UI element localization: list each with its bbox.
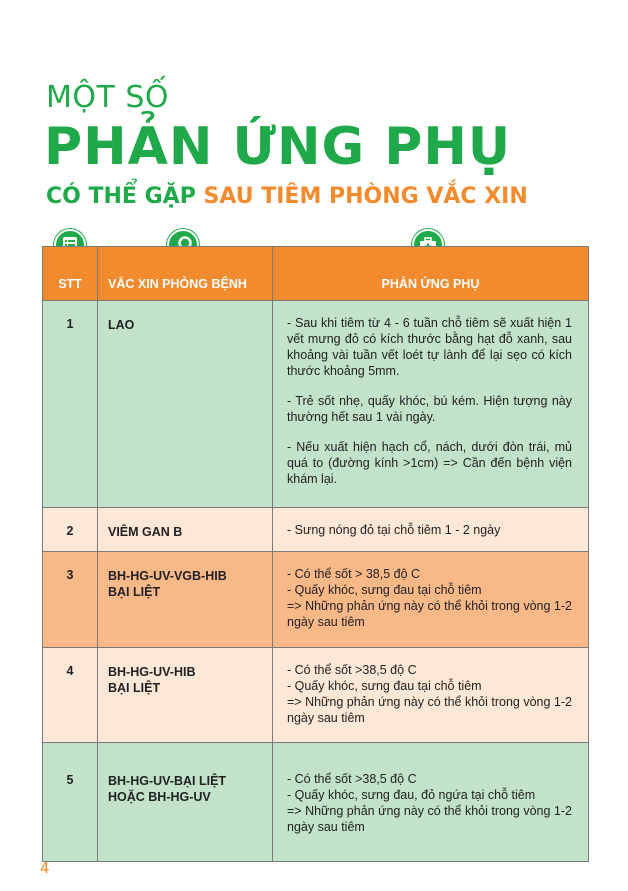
table-row bbox=[43, 648, 589, 743]
vaccine-reaction-table bbox=[42, 246, 589, 862]
vaccine-name-line: BH-HG-UV-HIB bbox=[108, 665, 196, 679]
subtitle bbox=[46, 184, 528, 209]
row-number: 5 bbox=[43, 743, 98, 862]
header-vaccine: VẮC XIN PHÒNG BỆNH bbox=[98, 247, 273, 301]
vaccine-name bbox=[98, 301, 273, 508]
reaction-text bbox=[273, 301, 589, 508]
reaction-text bbox=[273, 648, 589, 743]
reaction-text bbox=[273, 508, 589, 552]
row-number: 3 bbox=[43, 552, 98, 648]
vaccine-name-line: LAO bbox=[108, 318, 135, 332]
vaccine-name bbox=[98, 743, 273, 862]
subtitle-part1: CÓ THỂ GẶP bbox=[46, 184, 196, 209]
reaction-paragraph: - Sau khi tiêm từ 4 - 6 tuần chỗ tiêm sẽ xuất hiện 1 vết mưng đỏ có kích thước bằng hạt đỗ xanh, sau khoảng vài tuần vết loét tự lành để lại sẹo có kích thước khoảng 5mm. bbox=[287, 316, 572, 378]
reaction-text bbox=[273, 552, 589, 648]
vaccine-name bbox=[98, 508, 273, 552]
reaction-paragraph: - Trẻ sốt nhẹ, quấy khóc, bú kém. Hiện tượng này thường hết sau 1 vài ngày. bbox=[287, 394, 572, 424]
subtitle-part2: SAU TIÊM PHÒNG VẮC XIN bbox=[203, 184, 528, 209]
row-number: 2 bbox=[43, 508, 98, 552]
reaction-line: => Những phản ứng này có thể khỏi trong vòng 1-2 ngày sau tiêm bbox=[287, 599, 572, 629]
reaction-line: - Có thể sốt >38,5 độ C bbox=[287, 663, 417, 677]
row-number: 4 bbox=[43, 648, 98, 743]
reaction-paragraph: - Nếu xuất hiện hạch cổ, nách, dưới đòn trái, mủ quá to (đường kính >1cm) => Cần đến bệnh viện khám lại. bbox=[287, 440, 572, 486]
vaccine-name-line: BH-HG-UV-BẠI LIỆT bbox=[108, 774, 227, 788]
reaction-line: - Sưng nóng đỏ tại chỗ tiêm 1 - 2 ngày bbox=[287, 523, 501, 537]
vaccine-name-line: BẠI LIỆT bbox=[108, 585, 161, 599]
table-row bbox=[43, 552, 589, 648]
reaction-line: => Những phản ứng này có thể khỏi trong vòng 1-2 ngày sau tiêm bbox=[287, 804, 572, 834]
reaction-text bbox=[273, 743, 589, 862]
vaccine-name-line: BH-HG-UV-VGB-HIB bbox=[108, 569, 227, 583]
header-reaction: PHẢN ỨNG PHỤ bbox=[273, 247, 589, 301]
table-row bbox=[43, 301, 589, 508]
table-row bbox=[43, 743, 589, 862]
vaccine-name-line: BẠI LIỆT bbox=[108, 681, 161, 695]
page-number: 4 bbox=[40, 859, 50, 877]
row-number: 1 bbox=[43, 301, 98, 508]
reaction-line: - Có thể sốt >38,5 độ C bbox=[287, 772, 417, 786]
reaction-line: - Quấy khóc, sưng đau tại chỗ tiêm bbox=[287, 679, 482, 693]
table-row bbox=[43, 508, 589, 552]
reaction-line: - Có thể sốt > 38,5 độ C bbox=[287, 567, 421, 581]
vaccine-name-line: HOẶC BH-HG-UV bbox=[108, 790, 211, 804]
vaccine-name bbox=[98, 552, 273, 648]
header-stt: STT bbox=[43, 247, 98, 301]
reaction-line: - Quấy khóc, sưng đau tại chỗ tiêm bbox=[287, 583, 482, 597]
reaction-line: - Quấy khóc, sưng đau, đỏ ngứa tại chỗ tiêm bbox=[287, 788, 536, 802]
vaccine-name bbox=[98, 648, 273, 743]
reaction-line: => Những phản ứng này có thể khỏi trong vòng 1-2 ngày sau tiêm bbox=[287, 695, 572, 725]
page-title: PHẢN ỨNG PHỤ bbox=[44, 117, 512, 177]
vaccine-name-line: VIÊM GAN B bbox=[108, 525, 183, 539]
title-pre: MỘT SỐ bbox=[46, 80, 170, 115]
table-header-row bbox=[43, 247, 589, 301]
